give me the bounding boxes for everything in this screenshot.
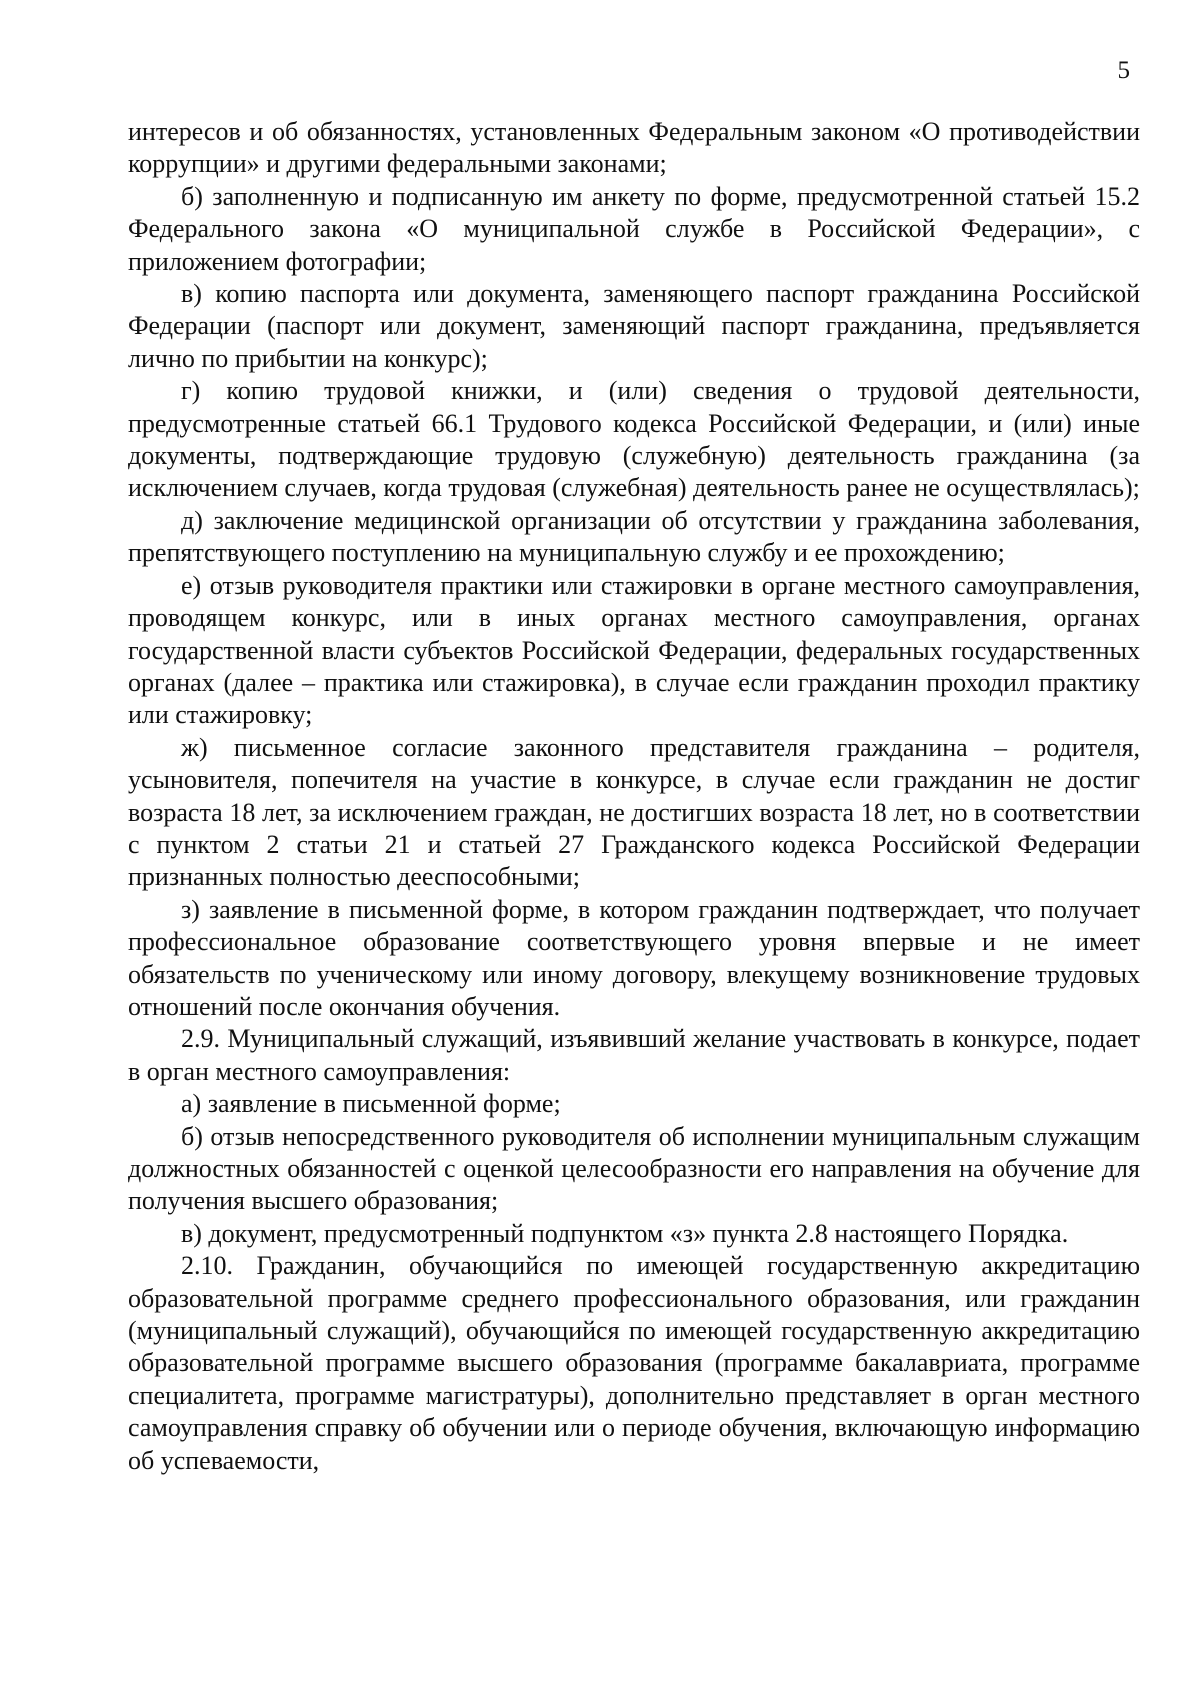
paragraph-item-b: б) заполненную и подписанную им анкету по форме, предусмотренной статьей 15.2 Федерального закона «О муниципальной службе в Российской Федерации», с приложением фотографии; (128, 181, 1140, 276)
paragraph-2-10: 2.10. Гражданин, обучающийся по имеющей государственную аккредитацию образовательной программе среднего профессионального образования, или гражданин (муниципальный служащий), обучающийся по имеющей государственную аккредитацию образовательной программе высшего образования (программе бакалавриата, программе специалитета, программе магистратуры), дополнительно представляет в орган местного самоуправления справку об обучении или о периоде обучения, включающую информацию об успеваемости, (128, 1251, 1140, 1475)
paragraph-item-z: з) заявление в письменной форме, в котором гражданин подтверждает, что получает профессиональное образование соответствующего уровня впервые и не имеет обязательств по ученическому или иному договору, влекущему возникновение трудовых отношений после окончания обучения. (128, 894, 1140, 1021)
document-body (128, 116, 1140, 1477)
paragraph-item-g: г) копию трудовой книжки, и (или) сведения о трудовой деятельности, предусмотренные статьей 66.1 Трудового кодекса Российской Федерации, и (или) иные документы, подтверждающие трудовую (служебную) деятельность гражданина (за исключением случаев, когда трудовая (служебная) деятельность ранее не осуществлялась); (128, 376, 1140, 503)
paragraph-2-9-item-a: а) заявление в письменной форме; (181, 1089, 561, 1119)
paragraph-continuation: интересов и об обязанностях, установленных Федеральным законом «О противодействии коррупции» и другими федеральными законами; (128, 117, 1140, 179)
paragraph-item-zh: ж) письменное согласие законного представителя гражданина – родителя, усыновителя, попечителя на участие в конкурсе, в случае если гражданин не достиг возраста 18 лет, за исключением граждан, не достигших возраста 18 лет, но в соответствии с пунктом 2 статьи 21 и статьей 27 Гражданского кодекса Российской Федерации признанных полностью дееспособными; (128, 732, 1140, 892)
paragraph-item-v: в) копию паспорта или документа, заменяющего паспорт гражданина Российской Федерации (паспорт или документ, заменяющий паспорт гражданина, предъявляется лично по прибытии на конкурс); (128, 279, 1140, 373)
paragraph-item-d: д) заключение медицинской организации об отсутствии у гражданина заболевания, препятствующего поступлению на муниципальную службу и ее прохождению; (128, 505, 1140, 568)
paragraph-item-e: е) отзыв руководителя практики или стажировки в органе местного самоуправления, проводящем конкурс, или в иных органах местного самоуправления, органах государственной власти субъектов Российской Федерации, федеральных государственных органах (далее – практика или стажировка), в случае если гражданин проходил практику или стажировку; (128, 570, 1140, 730)
paragraph-2-9-item-b: б) отзыв непосредственного руководителя об исполнении муниципальным служащим должностных обязанностей с оценкой целесообразности его направления на обучение для получения высшего образования; (128, 1121, 1140, 1216)
paragraph-2-9-item-v: в) документ, предусмотренный подпунктом «з» пункта 2.8 настоящего Порядка. (181, 1218, 1069, 1248)
paragraph-2-9: 2.9. Муниципальный служащий, изъявивший желание участвовать в конкурсе, подает в орган местного самоуправления: (128, 1024, 1140, 1086)
page-number: 5 (1117, 57, 1130, 84)
